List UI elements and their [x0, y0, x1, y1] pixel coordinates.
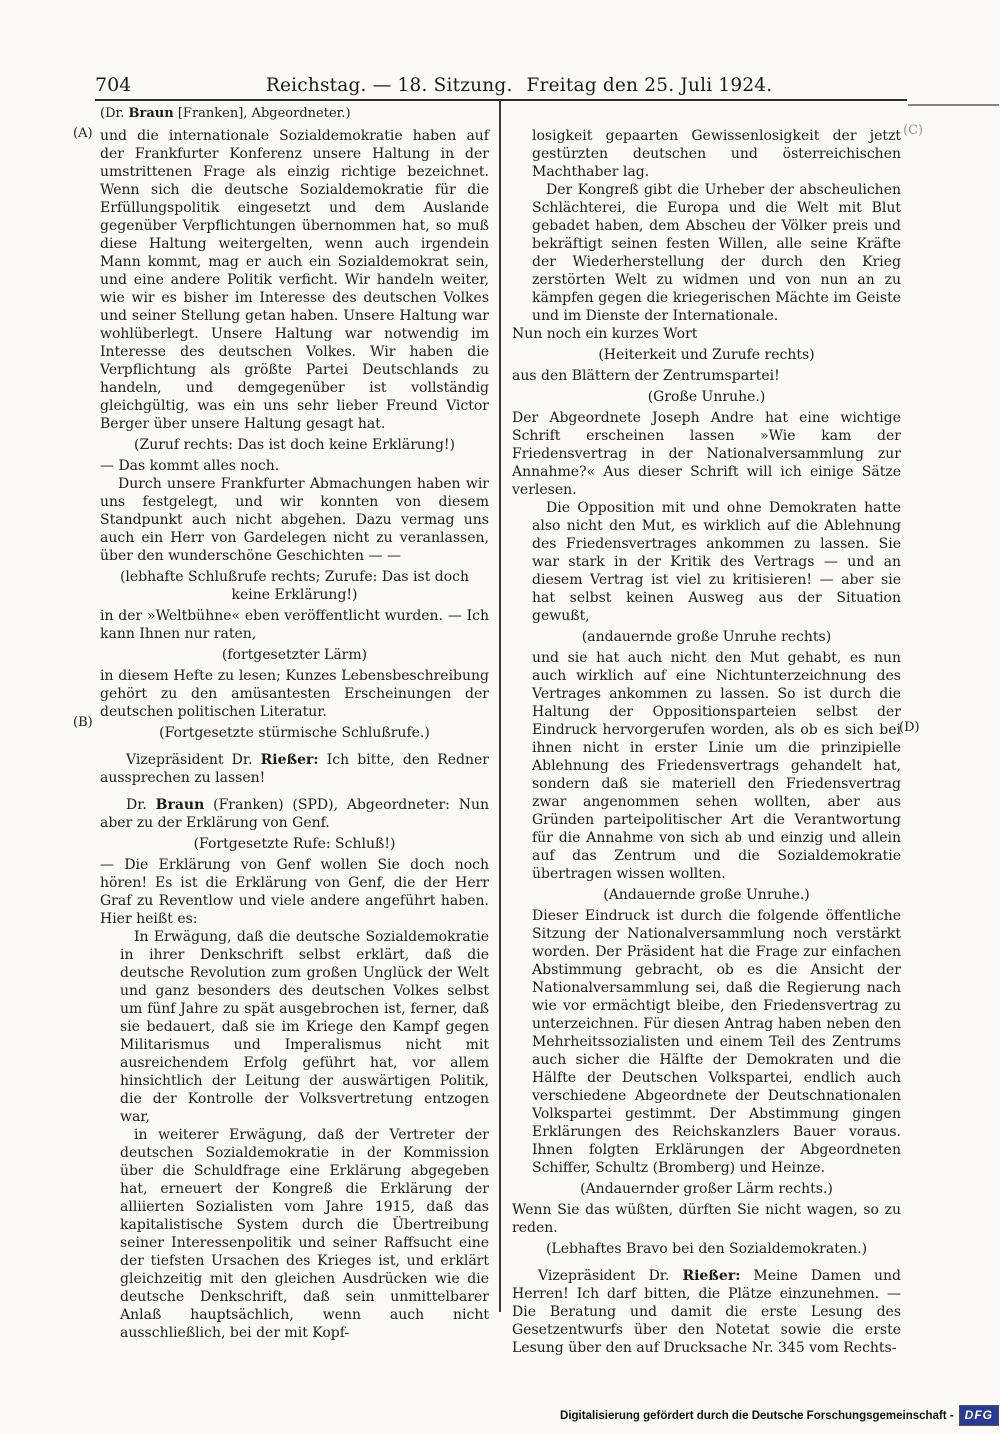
text-run: (andauernde große Unruhe rechts) [581, 629, 832, 645]
stage-direction [512, 346, 901, 364]
paragraph [100, 607, 489, 643]
paragraph [512, 367, 901, 385]
quote-paragraph [532, 181, 901, 325]
stage-direction [100, 724, 489, 742]
text-run: Nun noch ein kurzes Wort [512, 326, 698, 342]
paragraph [512, 409, 901, 499]
text-run: Dr. [126, 797, 156, 813]
quote-paragraph [120, 928, 489, 1126]
text-run: — Das kommt alles noch. [100, 458, 280, 474]
right-column [512, 127, 901, 1360]
speaker-name: Rießer: [260, 752, 319, 768]
text-run: Die Opposition mit und ohne Demokraten hatte also nicht den Mut, es wirklich auf die Ablehnung des Friedensvertrages ankommen zu lassen. Sie war stark in der Kritik des Vertrags — und an diesem Vertrag ist viel zu kritisieren! — aber sie hat selbst keinen Ausweg aus der Situation gewußt, [532, 500, 901, 624]
text-run: Der Abgeordnete Joseph Andre hat eine wichtige Schrift erscheinen lassen »Wie kam der Friedensvertrag in der Nationalversammlung zur Annahme?« Aus dieser Schrift will ich einige Sätze verlesen. [512, 410, 901, 498]
paragraph [512, 325, 901, 343]
speech-paragraph [100, 751, 489, 787]
text-run: in weiterer Erwägung, daß der Vertreter der deutschen Sozialdemokratie in der Kommission über die Schuldfrage eine Erklärung abgegeben hat, erneuert der Kongreß die Erklärung der alliierten Sozialisten vom Jahre 1915, daß das kapitalistische System durch die Übertreibung seiner Interessenpolitik und seiner Raffsucht eine der tiefsten Ursachen des Krieges ist, und erklärt gleichzeitig mit den gleichen Ausdrücken wie die deutsche Denkschrift, daß sein unmittelbarer Anlaß hauptsächlich, wenn auch nicht ausschließlich, bei der mit Kopf- [120, 1127, 489, 1341]
paragraph [100, 667, 489, 721]
paragraph [100, 127, 489, 433]
text-run: (Lebhaftes Bravo bei den Sozialdemokraten.) [545, 1241, 868, 1257]
stage-direction [512, 886, 901, 904]
page-number: 704 [95, 74, 132, 96]
margin-label-d: (D) [899, 720, 920, 735]
stage-direction [100, 646, 489, 664]
speech-paragraph [512, 1267, 901, 1357]
text-run: [Franken], Abgeordneter.) [173, 106, 351, 121]
text-run: (fortgesetzter Lärm) [221, 647, 368, 663]
text-run: Wenn Sie das wüßten, dürften Sie nicht wagen, so zu reden. [512, 1202, 901, 1236]
stage-direction [512, 1240, 901, 1258]
text-run: (lebhafte Schlußrufe rechts; Zurufe: Das ist doch keine Erklärung!) [119, 569, 470, 603]
left-column [100, 104, 489, 1342]
stage-direction [512, 1180, 901, 1198]
stage-direction [100, 436, 489, 454]
text-run: (Große Unruhe.) [647, 389, 766, 405]
dfg-logo: DFG [959, 1405, 999, 1426]
stage-direction [512, 628, 901, 646]
text-run: Durch unsere Frankfurter Abmachungen haben wir uns festgelegt, und wir konnten von diesem Standpunkt auch nicht abgehen. Dazu vermag uns auch ein Herr von Gardelegen nicht zu veranlassen, über den wunderschöne Geschichten — — [100, 476, 489, 564]
paragraph [100, 856, 489, 928]
text-run: Vizepräsident Dr. [126, 752, 261, 768]
session-title [131, 75, 907, 96]
text-run: in der »Weltbühne« eben veröffentlicht wurden. — Ich kann Ihnen nur raten, [100, 608, 489, 642]
text-run: (Fortgesetzte Rufe: Schluß!) [193, 836, 396, 852]
speaker-caption [100, 104, 489, 124]
column-divider [499, 100, 501, 1312]
paragraph [100, 475, 489, 565]
stage-direction [100, 835, 489, 853]
text-run: und sie hat auch nicht den Mut gehabt, es nun auch wirklich auf eine Nichtunterzeichnung des Vertrages ankommen zu lassen. So ist durch die Haltung der Oppositionsparteien selbst der Eindruck hervorgerufen worden, als ob es sich bei ihnen nicht in erster Linie um die prinzipielle Ablehnung des Friedensvertrags gehandelt hat, sondern daß sie materiell den Friedensvertrag zwar angenommen sehen wollten, aber aus Gründen parteipolitischer Art die Verantwortung für die Annahme von sich ab und einzig und allein auf das Zentrum und die Sozialdemokratie übertragen wissen wollten. [532, 650, 901, 882]
page-header [95, 74, 907, 96]
text-run: in diesem Hefte zu lesen; Kunzes Lebensbeschreibung gehört zu den amüsantesten Erscheinungen der deutschen politischen Literatur. [100, 668, 489, 720]
stage-direction [100, 568, 489, 604]
quote-paragraph [532, 907, 901, 1177]
quote-paragraph [532, 499, 901, 625]
text-run: (Zuruf rechts: Das ist doch keine Erklärung!) [134, 437, 455, 453]
text-run: In Erwägung, daß die deutsche Sozialdemokratie in ihrer Denkschrift selbst erklärt, daß die deutsche Revolution zum großen Unglück der Welt und ganz besonders des deutschen Volkes selbst um fünf Jahre zu spät ausgebrochen ist, ferner, daß sie bedauert, daß sie im Kriege den Kampf gegen Militarismus und Imperalismus nicht mit ausreichendem Erfolg geführt hat, vor allem hinsichtlich der Leitung der auswärtigen Politik, die der Kontrolle der Volksvertretung entzogen war, [120, 929, 489, 1125]
speaker-name: Braun [128, 106, 174, 121]
quote-paragraph [532, 649, 901, 883]
text-run: Dieser Eindruck ist durch die folgende öffentliche Sitzung der Nationalversammlung noch verstärkt worden. Der Präsident hat die Frage zur einfachen Abstimmung gebracht, ob es die Ansicht der Nationalversammlung sei, daß die Regierung nach wie vor ermächtigt bleibe, den Friedensvertrag zu unterzeichnen. Für diesen Antrag haben neben den Mehrheitssozialisten und einem Teil des Zentrums auch sicher die Hälfte der Demokraten und die Hälfte der Deutschen Volkspartei, endlich auch verschiedene Abgeordnete der Deutschnationalen Volkspartei gestimmt. Der Abstimmung gingen Erklärungen des Reichskanzlers Bauer voraus. Ihnen folgten Erklärungen der Abgeordneten Schiffer, Schultz (Bromberg) und Heinze. [532, 908, 901, 1176]
digitization-footer [560, 1405, 999, 1426]
text-run: (Andauernder großer Lärm rechts.) [580, 1181, 833, 1197]
speaker-name: Braun [155, 797, 205, 813]
margin-label-b: (B) [73, 715, 93, 730]
paragraph [100, 457, 489, 475]
text-run: losigkeit gepaarten Gewissenlosigkeit der jetzt gestürzten deutschen und österreichischen Machthaber lag. [532, 128, 901, 180]
session-title-text: Reichstag. — 18. Sitzung. [265, 75, 513, 96]
scan-edge-mark [908, 104, 999, 106]
paragraph [512, 1201, 901, 1237]
text-run: Ich bitte, den Redner aussprechen zu lassen! [100, 752, 489, 786]
text-run: (Franken) (SPD), Abgeordneter: Nun aber zu der Erklärung von Genf. [100, 797, 489, 831]
text-run: aus den Blättern der Zentrumspartei! [512, 368, 780, 384]
text-run: und die internationale Sozialdemokratie haben auf der Frankfurter Konferenz unsere Haltung in der umstrittenen Frage als einzig richtige bezeichnet. Wenn sich die deutsche Sozialdemokratie für die Erfüllungspolitik eingesetzt und dem Auslande gegenüber Verpflichtungen übernommen hat, so muß diese Haltung weitergelten, wenn auch irgendein Mann kommt, mag er auch ein Sozialdemokrat sein, und eine andere Politik verficht. Wir handeln weiter, wie wir es bisher im Interesse des deutschen Volkes und seiner Stellung getan haben. Unsere Haltung war wohlüberlegt. Unsere Haltung war notwendig im Interesse des deutschen Volkes. Wir haben die Verpflichtung als größte Partei Deutschlands zu handeln, und demgegenüber ist vollständig gleichgültig, was ein uns sehr lieber Freund Victor Berger über unsere Haltung gesagt hat. [100, 128, 489, 432]
text-run: (Dr. [100, 106, 129, 121]
margin-label-c: (C) [903, 123, 924, 138]
stage-direction [512, 388, 901, 406]
text-run: Der Kongreß gibt die Urheber der abscheulichen Schlächterei, die Europa und die Welt mit Blut gebadet haben, dem Abscheu der Völker preis und bekräftigt seinen festen Willen, alle seine Kräfte der Wiederherstellung der durch den Krieg zerstörten Welt zu widmen und von nun an zu kämpfen gegen die kriegerischen Mächte im Geiste und im Dienste der Internationale. [532, 182, 901, 324]
text-run: (Andauernde große Unruhe.) [603, 887, 810, 903]
speaker-name: Rießer: [682, 1268, 741, 1284]
text-run: Vizepräsident Dr. [538, 1268, 683, 1284]
text-run: Meine Damen und Herren! Ich darf bitten, die Plätze einzunehmen. — Die Beratung und damit die erste Lesung des Gesetzentwurfs über den Notetat sowie die erste Lesung über den auf Drucksache Nr. 345 vom Rechts- [512, 1268, 901, 1356]
speech-paragraph [100, 796, 489, 832]
footer-credit-text: Digitalisierung gefördert durch die Deutsche Forschungsgemeinschaft - [560, 1409, 954, 1422]
quote-paragraph [120, 1126, 489, 1342]
text-run: (Heiterkeit und Zurufe rechts) [598, 347, 815, 363]
session-date-text: Freitag den 25. Juli 1924. [526, 75, 773, 96]
quote-paragraph [532, 127, 901, 181]
text-run: — Die Erklärung von Genf wollen Sie doch noch hören! Es ist die Erklärung von Genf, die der Herr Graf zu Reventlow und viele andere angeführt haben. Hier heißt es: [100, 857, 489, 927]
header-rule [95, 99, 907, 101]
text-run: (Fortgesetzte stürmische Schlußrufe.) [159, 725, 430, 741]
margin-label-a: (A) [73, 126, 93, 141]
